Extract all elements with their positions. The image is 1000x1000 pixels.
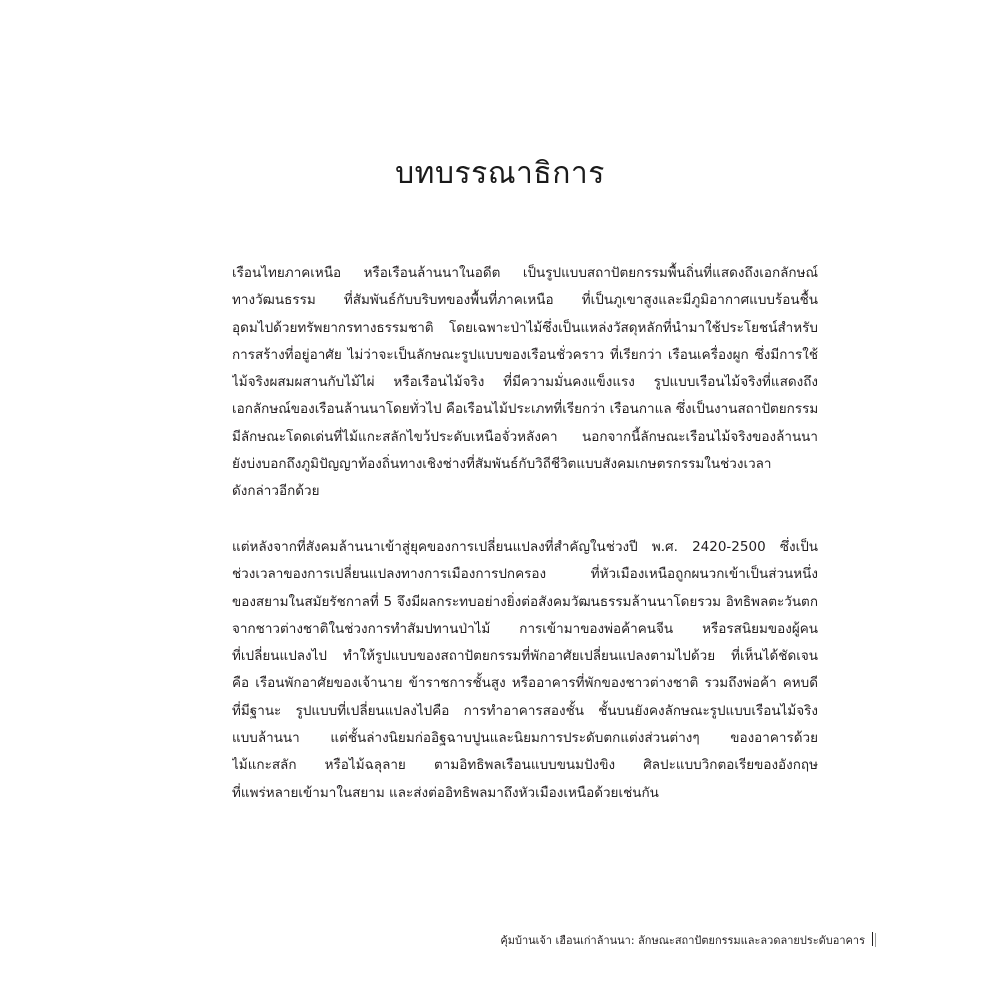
- paragraph-2: [232, 534, 818, 807]
- paragraph-line: ของสยามในสมัยรัชกาลที่ 5 จึงมีผลกระทบอย่างยิ่งต่อสังคมวัฒนธรรมล้านนาโดยรวม อิทธิพลตะวันตก: [232, 593, 818, 610]
- paragraph-line: มีลักษณะโดดเด่นที่ไม้แกะสลักไขว้ประดับเหนือจั่วหลังคา นอกจากนี้ลักษณะเรือนไม้จริงของล้านนา: [232, 428, 818, 445]
- paragraph-line: จากชาวต่างชาติในช่วงการทำสัมปทานป่าไม้ การเข้ามาของพ่อค้าคนจีน หรือรสนิยมของผู้คน: [232, 620, 818, 637]
- paragraph-line: ช่วงเวลาของการเปลี่ยนแปลงทางการเมืองการปกครอง ที่หัวเมืองเหนือถูกผนวกเข้าเป็นส่วนหนึ่ง: [232, 566, 818, 583]
- paragraph-line: อุดมไปด้วยทรัพยากรทางธรรมชาติ โดยเฉพาะป่าไม้ซึ่งเป็นแหล่งวัสดุหลักที่นำมาใช้ประโยชน์สำหรับ: [232, 319, 818, 336]
- paragraph-line: แบบล้านนา แต่ชั้นล่างนิยมก่ออิฐฉาบปูนและนิยมการประดับตกแต่งส่วนต่างๆ ของอาคารด้วย: [232, 730, 818, 747]
- paragraph-line: ยังบ่งบอกถึงภูมิปัญญาท้องถิ่นทางเชิงช่างที่สัมพันธ์กับวิถีชีวิตแบบสังคมเกษตรกรรมในช่วงเวลา: [232, 456, 772, 473]
- paragraph-line: เอกลักษณ์ของเรือนล้านนาโดยทั่วไป คือเรือนไม้ประเภทที่เรียกว่า เรือนกาแล ซึ่งเป็นงานสถาปัตยกรรม: [232, 401, 818, 418]
- paragraph-line: ไม้จริงผสมผสานกับไม้ไผ่ หรือเรือนไม้จริง ที่มีความมั่นคงแข็งแรง รูปแบบเรือนไม้จริงที่แสดงถึง: [232, 374, 818, 391]
- page-title: บทบรรณาธิการ: [395, 156, 605, 191]
- paragraph-line: เรือนไทยภาคเหนือ หรือเรือนล้านนาในอดีต เป็นรูปแบบสถาปัตยกรรมพื้นถิ่นที่แสดงถึงเอกลักษณ์: [232, 265, 818, 281]
- paragraph-line: ที่เปลี่ยนแปลงไป ทำให้รูปแบบของสถาปัตยกรรมที่พักอาศัยเปลี่ยนแปลงตามไปด้วย ที่เห็นได้ชัดเจน: [232, 648, 818, 665]
- paragraph-line: ดังกล่าวอีกด้วย: [232, 483, 320, 500]
- footer-divider: [875, 933, 876, 947]
- paragraph-line: แต่หลังจากที่สังคมล้านนาเข้าสู่ยุคของการเปลี่ยนแปลงที่สำคัญในช่วงปี พ.ศ. 2420-2500 ซึ่งเป็น: [232, 539, 818, 555]
- paragraph-line: คือ เรือนพักอาศัยของเจ้านาย ข้าราชการชั้นสูง หรืออาคารที่พักของชาวต่างชาติ รวมถึงพ่อค้า คหบดี: [232, 675, 818, 692]
- paragraph-line: ที่แพร่หลายเข้ามาในสยาม และส่งต่ออิทธิพลมาถึงหัวเมืองเหนือด้วยเช่นกัน: [232, 784, 659, 801]
- paragraph-line: ทางวัฒนธรรม ที่สัมพันธ์กับบริบทของพื้นที่ภาคเหนือ ที่เป็นภูเขาสูงและมีภูมิอากาศแบบร้อนชื้น: [232, 292, 818, 309]
- folio-marker: [872, 932, 873, 946]
- paragraph-line: ไม้แกะสลัก หรือไม้ฉลุลาย ตามอิทธิพลเรือนแบบขนมปังขิง ศิลปะแบบวิกตอเรียของอังกฤษ: [232, 757, 818, 774]
- running-footer: [500, 931, 876, 949]
- running-title: คุ้มบ้านเจ้า เฮือนเก่าล้านนา: ลักษณะสถาปัตยกรรมและลวดลายประดับอาคาร: [500, 934, 865, 947]
- paragraph-1: [232, 260, 818, 506]
- paragraph-line: การสร้างที่อยู่อาศัย ไม่ว่าจะเป็นลักษณะรูปแบบของเรือนชั่วคราว ที่เรียกว่า เรือนเครื่องผูก ซึ่งมีการใช้: [232, 346, 818, 363]
- paragraph-line: ที่มีฐานะ รูปแบบที่เปลี่ยนแปลงไปคือ การทำอาคารสองชั้น ชั้นบนยังคงลักษณะรูปแบบเรือนไม้จริง: [232, 702, 818, 719]
